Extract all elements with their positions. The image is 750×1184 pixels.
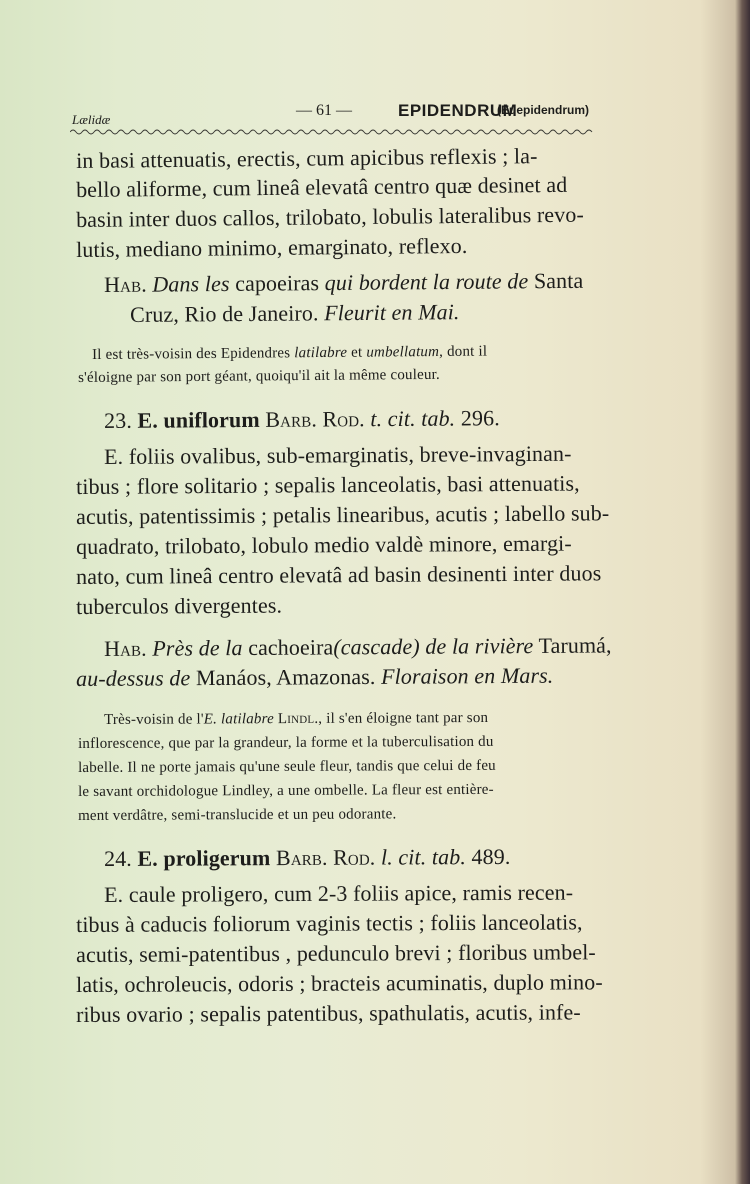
note-line: ment verdâtre, semi-translucide et un peu odorante. (78, 806, 397, 824)
hab-text-italic: Près de la (152, 635, 243, 661)
text-line: latis, ochroleucis, odoris ; bracteis acuminatis, duplo mino- (76, 969, 603, 997)
hab-text-italic: Fleurit en Mai. (324, 299, 460, 326)
hab-label: Hab. (104, 271, 147, 297)
note-text-italic: umbellatum, (366, 343, 444, 361)
species-plate: 489. (471, 843, 511, 870)
species-heading (104, 844, 510, 872)
note-line (104, 710, 488, 729)
species-number: 24. (104, 845, 132, 871)
species-name: E. proligerum (137, 845, 271, 871)
species-citation: l. cit. tab. (380, 844, 466, 870)
page-number: — 61 — (296, 102, 352, 119)
hab-text-italic: (cascade) de la rivière (333, 633, 534, 660)
note-text: et (351, 344, 363, 361)
species-citation: t. cit. tab. (370, 405, 456, 432)
text-line: tuberculos divergentes. (76, 592, 283, 619)
habitat-line (104, 632, 612, 662)
hab-text-italic: Floraison en Mars. (380, 662, 554, 689)
text-line: tibus ; flore solitario ; sepalis lanceolatis, basi attenuatis, (76, 470, 580, 499)
note-author: Lindl. (277, 710, 319, 728)
note-line: le savant orchidologue Lindley, a une ombelle. La fleur est entière- (78, 781, 494, 800)
note-line: s'éloigne par son port géant, quoiqu'il ait la même couleur. (78, 366, 441, 386)
text-line: lutis, mediano minimo, emarginato, reflexo. (76, 232, 468, 262)
habitat-line (130, 299, 460, 328)
note-text-italic: latilabre (294, 344, 348, 362)
text-line: bello aliforme, cum lineâ elevatâ centro quæ desinet ad (76, 171, 568, 202)
note-text: , il s'en éloigne tant par son (318, 709, 489, 727)
note-line: inflorescence, que par la grandeur, la forme et la tuberculisation du (78, 733, 494, 752)
hab-text-italic: au-dessus de (76, 665, 191, 691)
hab-text-italic: qui bordent la route de (324, 268, 529, 296)
note-text: Il est très-voisin des Epidendres (92, 345, 291, 363)
text-line: in basi attenuatis, erectis, cum apicibus reflexis ; la- (76, 143, 538, 173)
species-name: E. uniflorum (137, 406, 260, 433)
text-line: acutis, semi-patentibus , pedunculo brevi ; floribus umbel- (76, 939, 596, 967)
header-genus: EPIDENDRUM (398, 101, 518, 120)
text-line: E. foliis ovalibus, sub-emarginatis, breve-invaginan- (104, 440, 572, 469)
note-text: dont il (446, 343, 488, 360)
note-line: labelle. Il ne porte jamais qu'une seule fleur, tandis que celui de feu (78, 757, 496, 776)
text-line: E. caule proligero, cum 2-3 foliis apice, ramis recen- (104, 879, 574, 907)
hab-text: Santa (533, 267, 584, 294)
note-text: Très-voisin de l' (104, 711, 204, 728)
species-author: Barb. Rod. (275, 844, 376, 871)
note-text-italic: E. latilabre (203, 711, 274, 728)
header-wavy-rule (70, 128, 595, 136)
header-subgenus: (Euepidendrum) (497, 103, 589, 117)
species-author: Barb. Rod. (265, 406, 365, 432)
text-line: nato, cum lineâ centro elevatâ ad basin desinenti inter duos (76, 560, 602, 589)
hab-text: Cruz, Rio de Janeiro. (130, 300, 319, 327)
species-plate: 296. (460, 405, 500, 431)
hab-text: cachoeira (248, 634, 334, 660)
hab-text: Tarumá, (538, 632, 612, 658)
text-line: quadrato, trilobato, lobulo medio valdè minore, emargi- (76, 530, 572, 559)
text-line: ribus ovario ; sepalis patentibus, spathulatis, acutis, infe- (76, 999, 581, 1027)
text-line: basin inter duos callos, trilobato, lobulis lateralibus revo- (76, 201, 584, 232)
header-family: Lælidæ (72, 112, 111, 127)
hab-text: Manáos, Amazonas. (195, 663, 376, 691)
hab-text-italic: Dans les (152, 270, 230, 297)
species-number: 23. (104, 407, 132, 433)
hab-text: capoeiras (235, 270, 320, 296)
note-line (92, 344, 487, 364)
species-heading (104, 405, 500, 434)
text-line: acutis, patentissimis ; petalis linearibus, acutis ; labello sub- (76, 500, 610, 529)
habitat-line (76, 663, 553, 692)
habitat-line (104, 268, 583, 298)
hab-label: Hab. (104, 635, 147, 661)
text-line: tibus à caducis foliorum vaginis tectis ; foliis lanceolatis, (76, 909, 583, 937)
